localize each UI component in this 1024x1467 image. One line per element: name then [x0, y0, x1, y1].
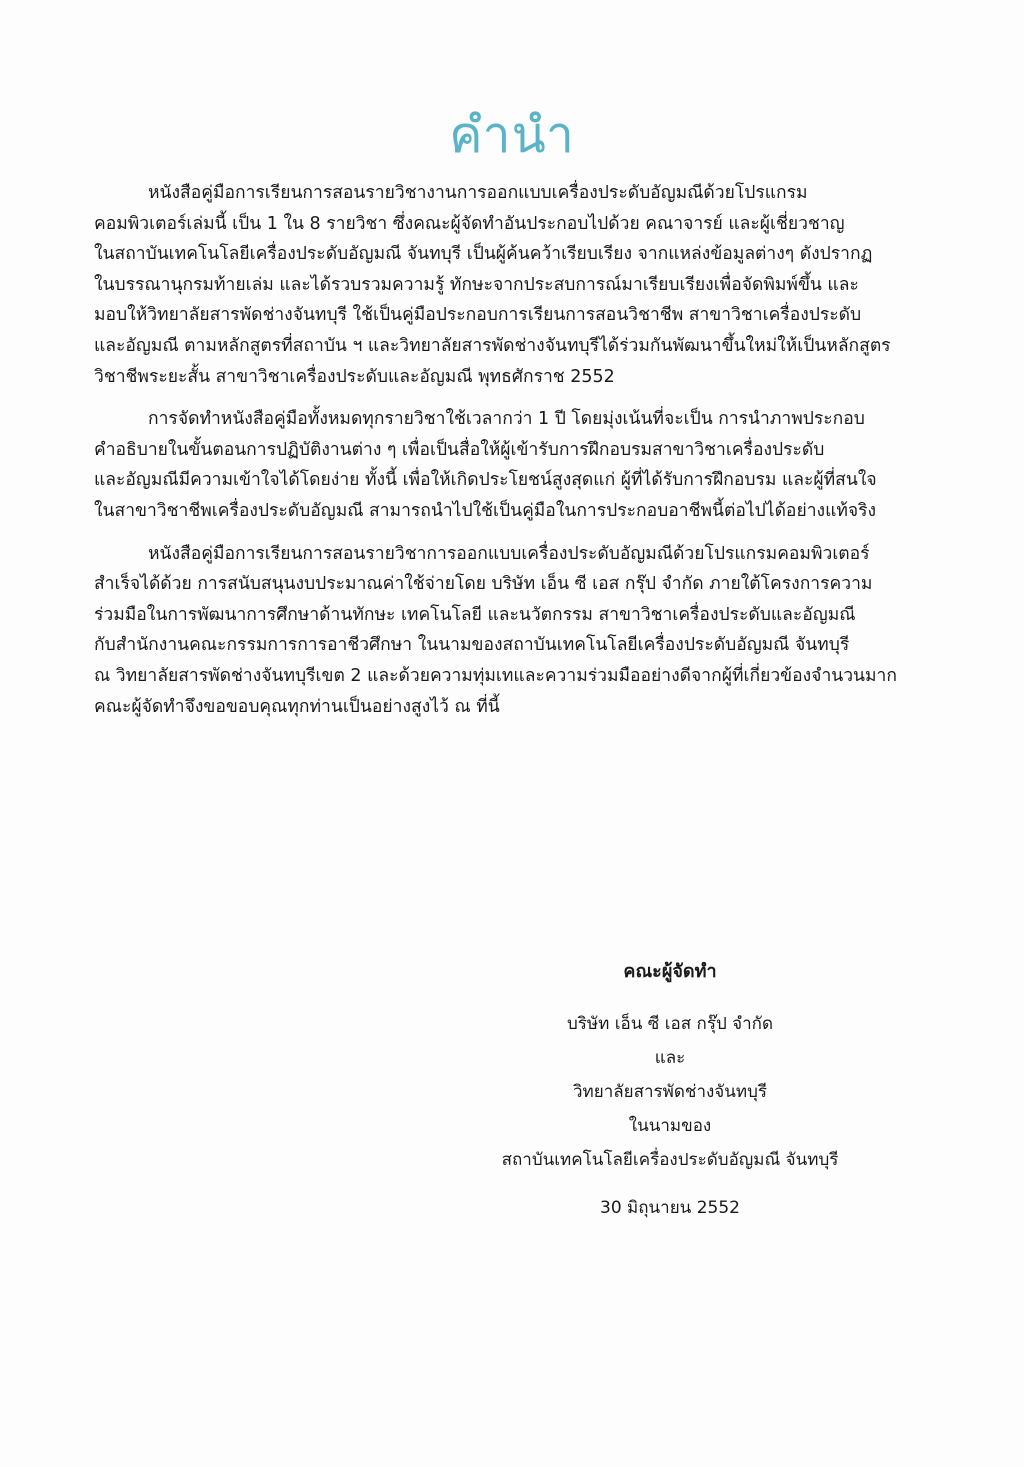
- signature-heading: คณะผู้จัดทำ: [623, 961, 717, 982]
- page-title: คำนำ: [449, 106, 575, 164]
- paragraph-1: [94, 178, 936, 392]
- paragraph-line: การจัดทำหนังสือคู่มือทั้งหมดทุกรายวิชาใช้เวลากว่า 1 ปี โดยมุ่งเน้นที่จะเป็น การนำภาพประกอบ: [148, 409, 865, 430]
- paragraph-line: และอัญมณีมีความเข้าใจได้โดยง่าย ทั้งนี้ เพื่อให้เกิดประโยชน์สูงสุดแก่ ผู้ที่ได้รับการฝึกอบรม และผู้ที่สนใจ: [94, 470, 877, 491]
- paragraph-line: และอัญมณี ตามหลักสูตรที่สถาบัน ฯ และวิทยาลัยสารพัดช่างจันทบุรีได้ร่วมกันพัฒนาขึ้นใหม่ให้เป็นหลักสูตร: [94, 335, 891, 356]
- paragraph-line: หนังสือคู่มือการเรียนการสอนรายวิชาการออกแบบเครื่องประดับอัญมณีด้วยโปรแกรมคอมพิวเตอร์: [148, 543, 870, 564]
- paragraph-2: [94, 404, 936, 526]
- signature-line: ในนามของ: [628, 1116, 712, 1136]
- paragraph-line: ในสถาบันเทคโนโลยีเครื่องประดับอัญมณี จันทบุรี เป็นผู้ค้นคว้าเรียบเรียง จากแหล่งข้อมูลต่างๆ ดังปรากฏ: [94, 244, 873, 265]
- signature-line: สถาบันเทคโนโลยีเครื่องประดับอัญมณี จันทบุรี: [501, 1150, 839, 1170]
- paragraph-line: กับสำนักงานคณะกรรมการการอาชีวศึกษา ในนามของสถาบันเทคโนโลยีเครื่องประดับอัญมณี จันทบุรี: [94, 635, 850, 656]
- signature-line: และ: [654, 1048, 686, 1068]
- signature-date: 30 มิถุนายน 2552: [600, 1198, 740, 1218]
- paragraph-line: ณ วิทยาลัยสารพัดช่างจันทบุรีเขต 2 และด้วยความทุ่มเทและความร่วมมืออย่างดีจากผู้ที่เกี่ยวข้องจำนวนมาก: [94, 665, 897, 686]
- paragraph-line: มอบให้วิทยาลัยสารพัดช่างจันทบุรี ใช้เป็นคู่มือประกอบการเรียนการสอนวิชาชีพ สาขาวิชาเครื่องประดับ: [94, 305, 862, 326]
- paragraph-line: คณะผู้จัดทำจึงขอขอบคุณทุกท่านเป็นอย่างสูงไว้ ณ ที่นี้: [94, 696, 500, 717]
- paragraph-line: คอมพิวเตอร์เล่มนี้ เป็น 1 ใน 8 รายวิชา ซึ่งคณะผู้จัดทำอันประกอบไปด้วย คณาจารย์ และผู้เชี่ยวชาญ: [94, 213, 845, 234]
- signature-block: [430, 955, 910, 1225]
- paragraph-line: สำเร็จได้ด้วย การสนับสนุนงบประมาณค่าใช้จ่ายโดย บริษัท เอ็น ซี เอส กรุ๊ป จำกัด ภายใต้โครงการความ: [94, 574, 873, 595]
- paragraph-line: หนังสือคู่มือการเรียนการสอนรายวิชางานการออกแบบเครื่องประดับอัญมณีด้วยโปรแกรม: [148, 183, 808, 203]
- paragraph-line: ในบรรณานุกรมท้ายเล่ม และได้รวบรวมความรู้ ทักษะจากประสบการณ์มาเรียบเรียงเพื่อจัดพิมพ์ขึ้น และ: [94, 274, 859, 295]
- signature-line: วิทยาลัยสารพัดช่างจันทบุรี: [572, 1082, 768, 1102]
- paragraph-line: ร่วมมือในการพัฒนาการศึกษาด้านทักษะ เทคโนโลยี และนวัตกรรม สาขาวิชาเครื่องประดับและอัญมณี: [94, 604, 856, 625]
- preface-body: [94, 178, 936, 734]
- paragraph-line: วิชาชีพระยะสั้น สาขาวิชาเครื่องประดับและอัญมณี พุทธศักราช 2552: [94, 366, 615, 387]
- paragraph-line: ในสาขาวิชาชีพเครื่องประดับอัญมณี สามารถนำไปใช้เป็นคู่มือในการประกอบอาชีพนี้ต่อไปได้อย่างแท้จริง: [94, 500, 877, 521]
- paragraph-3: [94, 539, 936, 723]
- paragraph-line: คำอธิบายในขั้นตอนการปฏิบัติงานต่าง ๆ เพื่อเป็นสื่อให้ผู้เข้ารับการฝึกอบรมสาขาวิชาเครื่องประดับ: [94, 439, 825, 460]
- signature-line: บริษัท เอ็น ซี เอส กรุ๊ป จำกัด: [567, 1014, 773, 1034]
